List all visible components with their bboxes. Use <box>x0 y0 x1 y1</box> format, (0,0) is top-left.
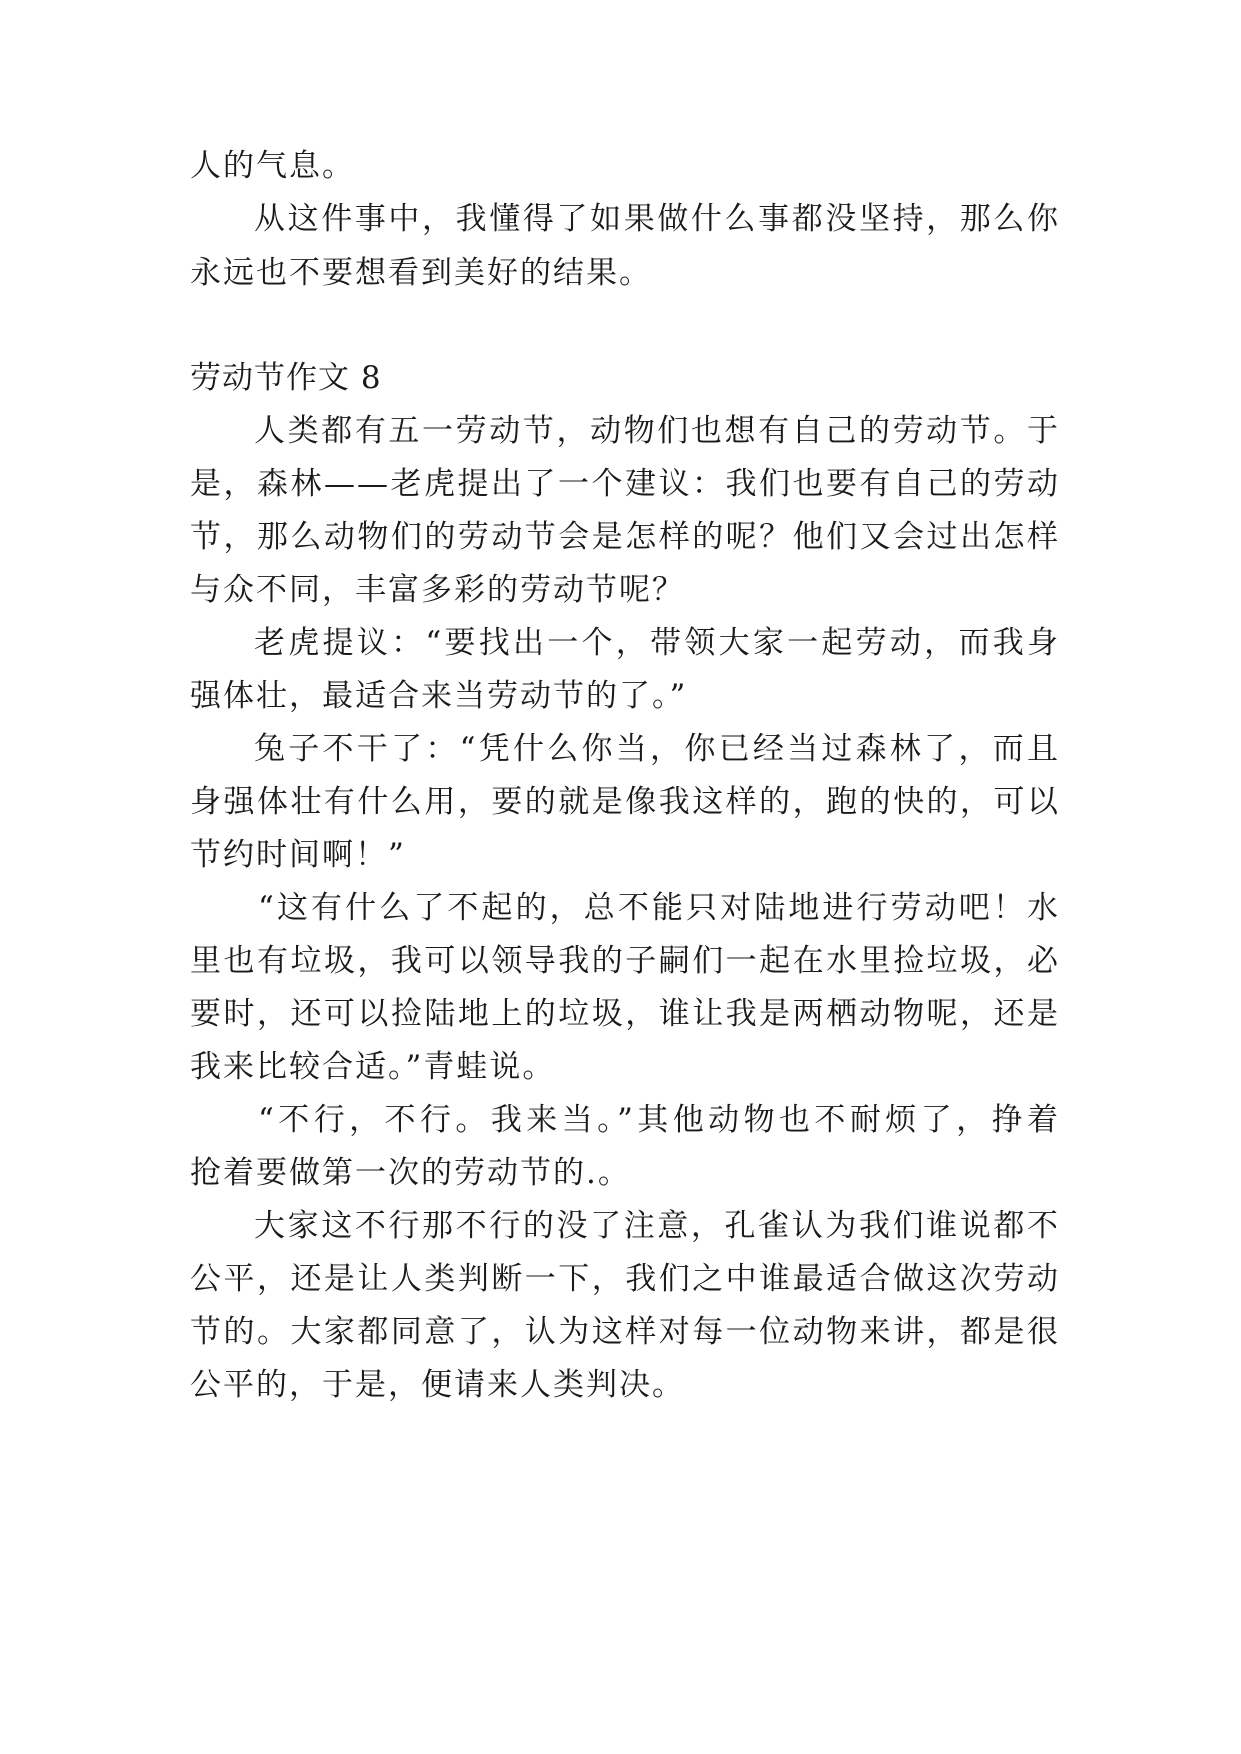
text-line: 里也有垃圾，我可以领导我的子嗣们一起在水里捡垃圾，必 <box>190 943 1060 979</box>
text-line: 要时，还可以捡陆地上的垃圾，谁让我是两栖动物呢，还是 <box>190 996 1060 1032</box>
text-line: 是，森林——老虎提出了一个建议：我们也要有自己的劳动 <box>190 466 1060 502</box>
text-line: 我来比较合适。”青蛙说。 <box>190 1049 556 1085</box>
text-line: 强体壮，最适合来当劳动节的了。” <box>190 678 688 714</box>
text-line: 公平，还是让人类判断一下，我们之中谁最适合做这次劳动 <box>190 1261 1060 1297</box>
text-line: 身强体壮有什么用，要的就是像我这样的，跑的快的，可以 <box>190 784 1060 820</box>
text-line: 节，那么动物们的劳动节会是怎样的呢？他们又会过出怎样 <box>190 519 1060 555</box>
text-line: 公平的，于是，便请来人类判决。 <box>190 1367 685 1403</box>
text-line: 老虎提议：“要找出一个，带领大家一起劳动，而我身 <box>254 625 1060 661</box>
text-line: “不行，不行。我来当。”其他动物也不耐烦了，挣着 <box>258 1102 1060 1138</box>
text-line: 大家这不行那不行的没了注意，孔雀认为我们谁说都不 <box>254 1208 1060 1244</box>
text-line: 人类都有五一劳动节，动物们也想有自己的劳动节。于 <box>254 413 1060 449</box>
text-line: 永远也不要想看到美好的结果。 <box>190 255 652 291</box>
text-line: “这有什么了不起的，总不能只对陆地进行劳动吧！水 <box>258 890 1060 926</box>
text-line: 从这件事中，我懂得了如果做什么事都没坚持，那么你 <box>254 201 1060 237</box>
text-line: 兔子不干了：“凭什么你当，你已经当过森林了，而且 <box>254 731 1060 767</box>
text-line: 节的。大家都同意了，认为这样对每一位动物来讲，都是很 <box>190 1314 1060 1350</box>
text-line: 人的气息。 <box>190 148 355 184</box>
text-line: 抢着要做第一次的劳动节的.。 <box>190 1155 631 1191</box>
text-line: 与众不同，丰富多彩的劳动节呢？ <box>190 572 685 608</box>
text-line: 节约时间啊！” <box>190 837 406 873</box>
section-heading: 劳动节作文 8 <box>190 360 382 396</box>
